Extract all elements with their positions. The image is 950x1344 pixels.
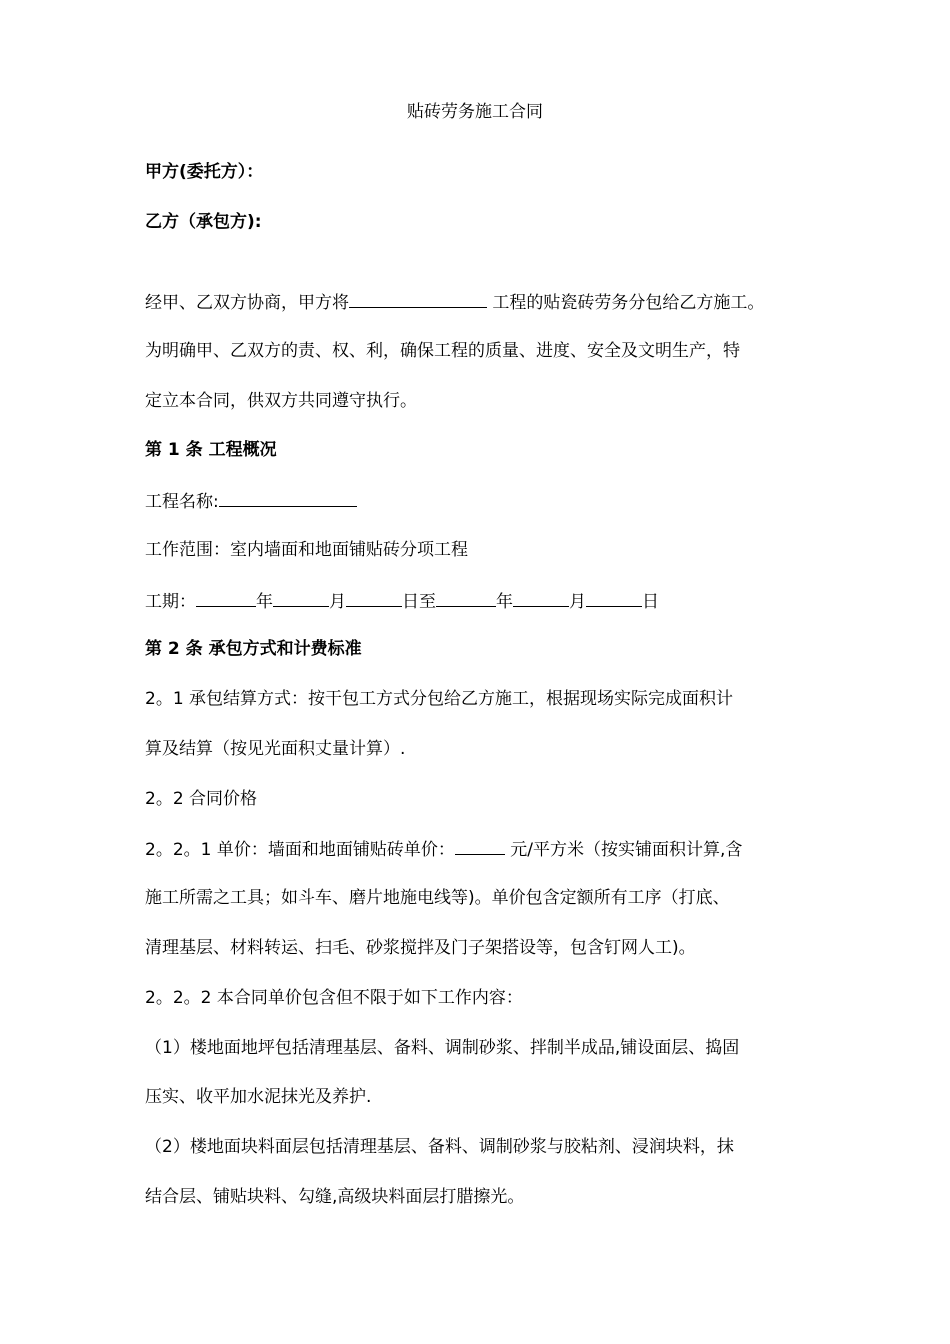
end-month-blank (513, 588, 569, 607)
article-1-heading: 第 1 条 工程概况 (145, 440, 277, 460)
intro-text-post: 工程的贴瓷砖劳务分包给乙方施工。 (487, 293, 765, 313)
unit-price-post: 元/平方米（按实铺面积计算,含 (504, 840, 743, 860)
period-line (145, 588, 659, 614)
day-to-label: 日至 (402, 592, 436, 612)
article-2-heading: 第 2 条 承包方式和计费标准 (145, 639, 362, 659)
document-title: 贴砖劳务施工合同 (407, 102, 543, 122)
period-label: 工期： (145, 592, 196, 612)
month-label-2: 月 (569, 592, 586, 612)
year-label: 年 (256, 592, 273, 612)
item-2-line-2: 结合层、铺贴块料、勾缝,高级块料面层打腊擦光。 (145, 1187, 525, 1207)
clause-2-2: 2。2 合同价格 (145, 789, 258, 809)
clause-2-1-line-1: 2。1 承包结算方式：按干包工方式分包给乙方施工，根据现场实际完成面积计 (145, 689, 734, 709)
month-label: 月 (329, 592, 346, 612)
item-2-line-1: （2）楼地面块料面层包括清理基层、备料、调制砂浆与胶粘剂、浸润块料，抹 (145, 1137, 734, 1157)
work-scope: 工作范围：室内墙面和地面铺贴砖分项工程 (145, 540, 468, 560)
party-a-label: 甲方(委托方）： (145, 162, 264, 182)
project-name-blank (219, 488, 357, 507)
item-1-line-2: 压实、收平加水泥抹光及养护. (145, 1087, 372, 1107)
clause-2-2-1-line-1 (145, 836, 742, 862)
project-name-label: 工程名称: (145, 492, 219, 512)
project-blank (349, 289, 487, 308)
year-label-2: 年 (496, 592, 513, 612)
intro-line-3: 定立本合同，供双方共同遵守执行。 (145, 391, 417, 411)
end-year-blank (436, 588, 496, 607)
intro-line-2: 为明确甲、乙双方的责、权、利，确保工程的质量、进度、安全及文明生产，特 (145, 341, 740, 361)
start-day-blank (346, 588, 402, 607)
start-month-blank (273, 588, 329, 607)
unit-price-pre: 2。2。1 单价：墙面和地面铺贴砖单价： (145, 840, 455, 860)
clause-2-1-line-2: 算及结算（按见光面积丈量计算）. (145, 739, 406, 759)
start-year-blank (196, 588, 256, 607)
day-label-2: 日 (642, 592, 659, 612)
item-1-line-1: （1）楼地面地坪包括清理基层、备料、调制砂浆、拌制半成品,铺设面层、捣固 (145, 1038, 740, 1058)
unit-price-blank (455, 836, 505, 855)
project-name-line (145, 488, 357, 514)
end-day-blank (586, 588, 642, 607)
clause-2-2-2: 2。2。2 本合同单价包含但不限于如下工作内容： (145, 988, 523, 1008)
clause-2-2-1-line-3: 清理基层、材料转运、扫毛、砂浆搅拌及门子架搭设等，包含钉网人工)。 (145, 938, 696, 958)
intro-text-pre: 经甲、乙双方协商，甲方将 (145, 293, 349, 313)
intro-line-1 (145, 289, 764, 315)
party-b-label: 乙方（承包方): (145, 212, 262, 232)
clause-2-2-1-line-2: 施工所需之工具；如斗车、磨片地施电线等)。单价包含定额所有工序（打底、 (145, 888, 730, 908)
